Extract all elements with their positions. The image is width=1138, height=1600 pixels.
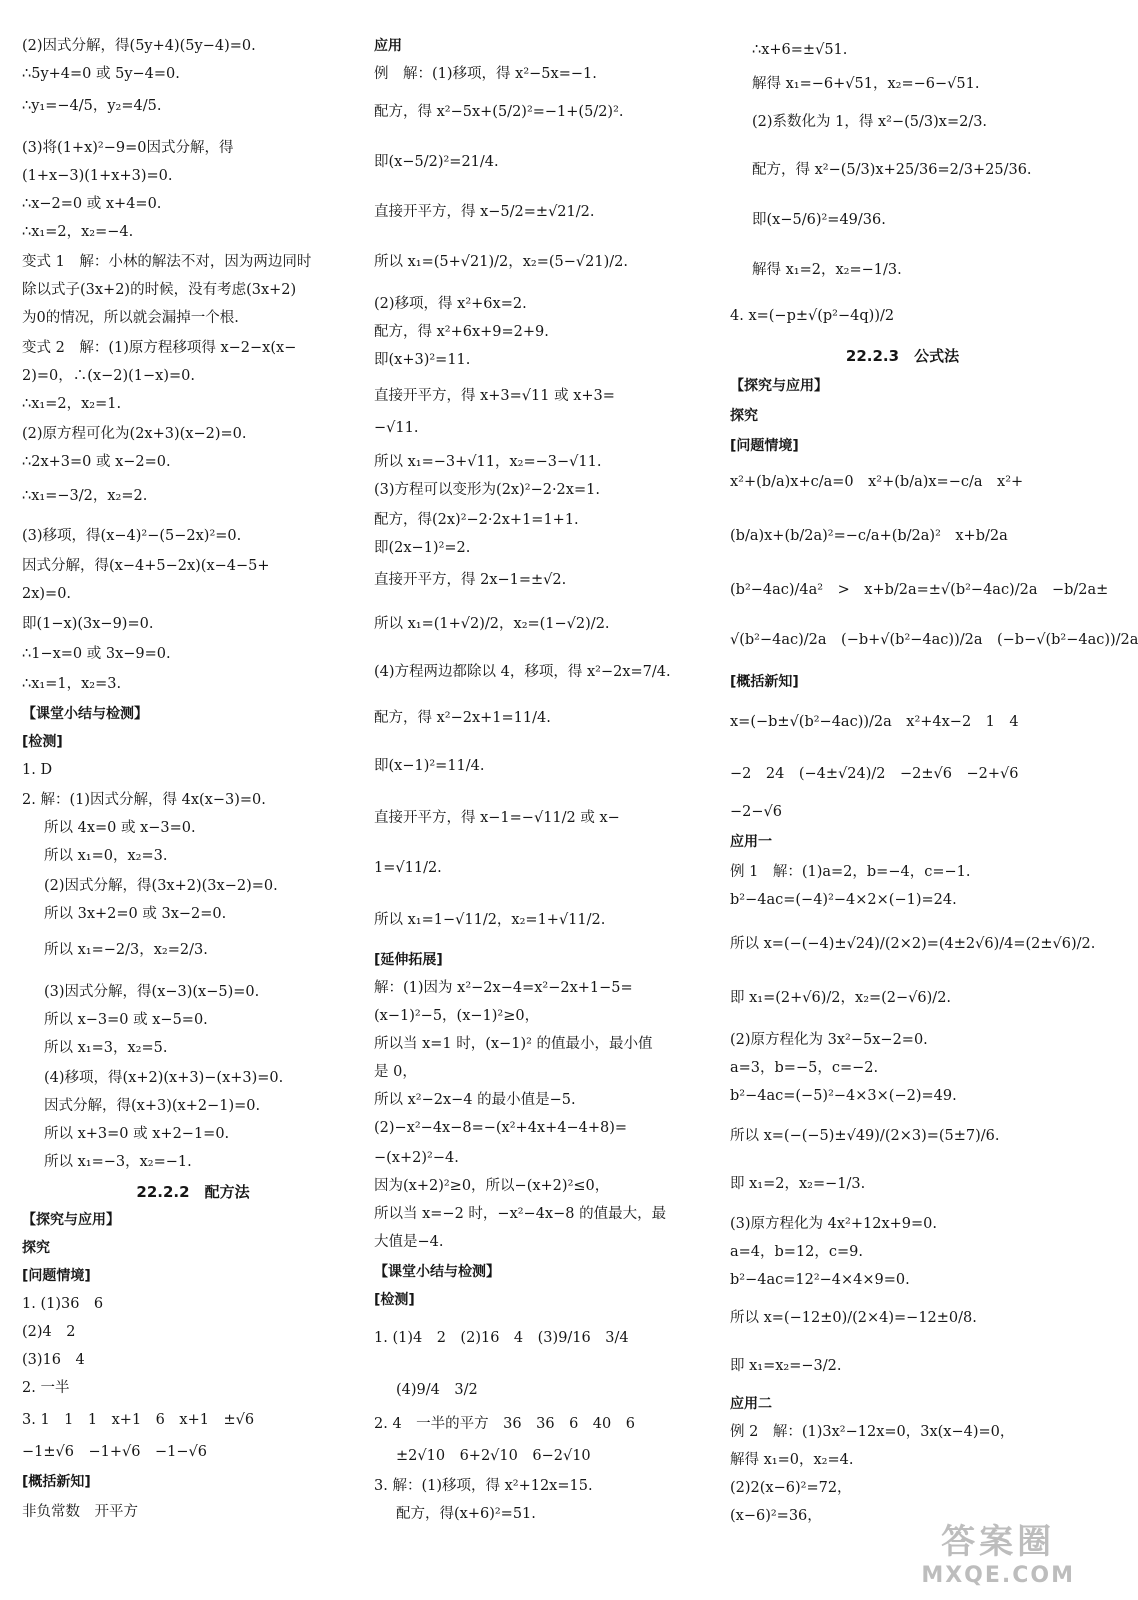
section-heading: [概括新知] (730, 674, 799, 690)
text-line: 例 2 解：(1)3x²−12x=0，3x(x−4)=0， (730, 1424, 1015, 1440)
text-line: 即(x+3)²=11. (374, 352, 471, 368)
text-line: 所以 x=(−12±0)/(2×4)=−12±0/8. (730, 1310, 977, 1326)
section-heading: 应用二 (730, 1396, 772, 1412)
text-line: 解得 x₁=0，x₂=4. (730, 1452, 854, 1468)
text-line: ∴5y+4=0 或 5y−4=0. (22, 66, 180, 82)
text-line: 因式分解，得(x−4+5−2x)(x−4−5+ (22, 558, 270, 574)
text-line: 解：(1)因为 x²−2x−4=x²−2x+1−5= (374, 980, 633, 996)
text-line: 即(2x−1)²=2. (374, 540, 471, 556)
section-heading: 【探究与应用】 (22, 1212, 120, 1228)
text-line: 配方，得(2x)²−2·2x+1=1+1. (374, 512, 579, 528)
text-line: ∴x₁=2，x₂=1. (22, 396, 122, 412)
text-line: ∴x+6=±√51. (752, 42, 848, 58)
text-line: 解得 x₁=2，x₂=−1/3. (752, 262, 902, 278)
text-line: 因式分解，得(x+3)(x+2−1)=0. (44, 1098, 261, 1114)
text-line: (4)9/4 3/2 (396, 1382, 478, 1398)
text-line: ∴x₁=1，x₂=3. (22, 676, 122, 692)
text-line: 变式 2 解：(1)原方程移项得 x−2−x(x− (22, 340, 297, 356)
section-heading: 探究 (730, 408, 758, 424)
text-line: (2)系数化为 1，得 x²−(5/3)x=2/3. (752, 114, 988, 130)
text-line: 所以 x₁=1−√11/2，x₂=1+√11/2. (374, 912, 606, 928)
section-title: 22.2.3 公式法 (845, 347, 960, 365)
text-line: b²−4ac=(−5)²−4×3×(−2)=49. (730, 1088, 957, 1104)
text-line: −2−√6 (730, 804, 782, 820)
text-line: −√11. (374, 420, 419, 436)
section-heading: [问题情境] (22, 1268, 91, 1284)
text-line: (x−6)²=36， (730, 1508, 822, 1524)
text-line: 4. x=(−p±√(p²−4q))/2 (730, 308, 895, 324)
watermark-site: MXQE.COM (921, 1563, 1075, 1588)
section-heading: [检测] (22, 734, 63, 750)
text-line: 配方，得 x²−2x+1=11/4. (374, 710, 551, 726)
text-line: 1. D (22, 762, 53, 778)
text-line: 即(x−1)²=11/4. (374, 758, 485, 774)
text-line: 直接开平方，得 x+3=√11 或 x+3= (374, 388, 615, 404)
section-heading: 应用一 (730, 834, 772, 850)
text-line: 即 x₁=x₂=−3/2. (730, 1358, 842, 1374)
text-line: a=4，b=12，c=9. (730, 1244, 864, 1260)
text-line: −2 24 (−4±√24)/2 −2±√6 −2+√6 (730, 766, 1019, 782)
text-line: (3)原方程化为 4x²+12x+9=0. (730, 1216, 937, 1232)
section-heading: 应用 (374, 38, 402, 54)
text-line: ∴x₁=2，x₂=−4. (22, 224, 134, 240)
text-line: 2. 4 一半的平方 36 36 6 40 6 (374, 1416, 635, 1432)
text-line: 所以 x−3=0 或 x−5=0. (44, 1012, 208, 1028)
text-line: ∴1−x=0 或 3x−9=0. (22, 646, 171, 662)
text-line: (2)2(x−6)²=72， (730, 1480, 852, 1496)
text-line: 3. 解：(1)移项，得 x²+12x=15. (374, 1478, 593, 1494)
text-line: 3. 1 1 1 x+1 6 x+1 ±√6 (22, 1412, 255, 1428)
text-line: ∴x−2=0 或 x+4=0. (22, 196, 162, 212)
text-line: 配方，得 x²−5x+(5/2)²=−1+(5/2)². (374, 104, 624, 120)
text-line: 所以 x₁=−2/3，x₂=2/3. (44, 942, 208, 958)
text-line: (2)因式分解，得(5y+4)(5y−4)=0. (22, 38, 256, 54)
text-line: 解得 x₁=−6+√51，x₂=−6−√51. (752, 76, 980, 92)
text-line: 所以 x₁=−3+√11，x₂=−3−√11. (374, 454, 602, 470)
text-line: 即(x−5/2)²=21/4. (374, 154, 499, 170)
text-line: x=(−b±√(b²−4ac))/2a x²+4x−2 1 4 (730, 714, 1019, 730)
text-line: 所以 x₁=0，x₂=3. (44, 848, 168, 864)
text-line: (3)因式分解，得(x−3)(x−5)=0. (44, 984, 260, 1000)
section-heading: 【探究与应用】 (730, 378, 828, 394)
text-line: 所以 x₁=(5+√21)/2，x₂=(5−√21)/2. (374, 254, 628, 270)
text-line: (4)方程两边都除以 4，移项，得 x²−2x=7/4. (374, 664, 671, 680)
text-line: 1=√11/2. (374, 860, 442, 876)
text-line: b²−4ac=12²−4×4×9=0. (730, 1272, 910, 1288)
text-line: 例 1 解：(1)a=2，b=−4，c=−1. (730, 864, 971, 880)
text-line: 所以 x+3=0 或 x+2−1=0. (44, 1126, 230, 1142)
text-line: (2)因式分解，得(3x+2)(3x−2)=0. (44, 878, 278, 894)
text-line: −1±√6 −1+√6 −1−√6 (22, 1444, 207, 1460)
text-line: (3)将(1+x)²−9=0因式分解，得 (22, 140, 234, 156)
text-line: 所以 x=(−(−4)±√24)/(2×2)=(4±2√6)/4=(2±√6)/2. (730, 936, 1096, 952)
text-line: ∴x₁=−3/2，x₂=2. (22, 488, 148, 504)
text-line: ±2√10 6+2√10 6−2√10 (396, 1448, 591, 1464)
watermark-logo (921, 1514, 1075, 1588)
watermark-text: 答案圈 (941, 1522, 1056, 1562)
text-line: 直接开平方，得 2x−1=±√2. (374, 572, 567, 588)
text-line: 2)=0，∴(x−2)(1−x)=0. (22, 368, 195, 384)
text-line: 所以当 x=1 时，(x−1)² 的值最小，最小值 (374, 1036, 653, 1052)
text-line: −(x+2)²−4. (374, 1150, 459, 1166)
text-line: (2)移项，得 x²+6x=2. (374, 296, 527, 312)
text-line: 配方，得 x²+6x+9=2+9. (374, 324, 549, 340)
text-line: 所以 x₁=−3，x₂=−1. (44, 1154, 192, 1170)
section-heading: [延伸拓展] (374, 952, 443, 968)
text-line: 所以 x₁=3，x₂=5. (44, 1040, 168, 1056)
text-line: 即(1−x)(3x−9)=0. (22, 616, 154, 632)
text-line: b²−4ac=(−4)²−4×2×(−1)=24. (730, 892, 957, 908)
text-line: 2x)=0. (22, 586, 72, 602)
text-line: 非负常数 开平方 (22, 1504, 138, 1520)
text-line: (3)16 4 (22, 1352, 85, 1368)
text-line: 例 解：(1)移项，得 x²−5x=−1. (374, 66, 597, 82)
text-line: ∴y₁=−4/5，y₂=4/5. (22, 98, 162, 114)
section-heading: 【课堂小结与检测】 (374, 1264, 500, 1280)
text-line: ∴2x+3=0 或 x−2=0. (22, 454, 171, 470)
section-title: 22.2.2 配方法 (136, 1183, 250, 1201)
middle-column (374, 0, 714, 1600)
text-line: 所以 x=(−(−5)±√49)/(2×3)=(5±7)/6. (730, 1128, 1000, 1144)
text-line: (b²−4ac)/4a² > x+b/2a=±√(b²−4ac)/2a −b/2a± (730, 582, 1109, 598)
text-line: (3)移项，得(x−4)²−(5−2x)²=0. (22, 528, 242, 544)
text-line: 配方，得 x²−(5/3)x+25/36=2/3+25/36. (752, 162, 1032, 178)
text-line: (3)方程可以变形为(2x)²−2·2x=1. (374, 482, 600, 498)
section-heading: [概括新知] (22, 1474, 91, 1490)
right-column (730, 0, 1138, 1600)
text-line: 2. 一半 (22, 1380, 70, 1396)
text-line: a=3，b=−5，c=−2. (730, 1060, 879, 1076)
text-line: 即 x₁=(2+√6)/2，x₂=(2−√6)/2. (730, 990, 952, 1006)
text-line: 1. (1)36 6 (22, 1296, 104, 1312)
text-line: (4)移项，得(x+2)(x+3)−(x+3)=0. (44, 1070, 284, 1086)
text-line: 1. (1)4 2 (2)16 4 (3)9/16 3/4 (374, 1330, 629, 1346)
section-heading: 探究 (22, 1240, 50, 1256)
text-line: 因为(x+2)²≥0，所以−(x+2)²≤0， (374, 1178, 610, 1194)
text-line: (2)原方程可化为(2x+3)(x−2)=0. (22, 426, 247, 442)
text-line: (x−1)²−5，(x−1)²≥0， (374, 1008, 540, 1024)
text-line: 为0的情况，所以就会漏掉一个根. (22, 310, 239, 326)
text-line: √(b²−4ac)/2a (−b+√(b²−4ac))/2a (−b−√(b²−4ac))/2a (730, 632, 1138, 648)
text-line: 即 x₁=2，x₂=−1/3. (730, 1176, 866, 1192)
text-line: (2)−x²−4x−8=−(x²+4x+4−4+8)= (374, 1120, 628, 1136)
section-heading: [检测] (374, 1292, 415, 1308)
text-line: 直接开平方，得 x−1=−√11/2 或 x− (374, 810, 620, 826)
text-line: 除以式子(3x+2)的时候，没有考虑(3x+2) (22, 282, 297, 298)
text-line: 即(x−5/6)²=49/36. (752, 212, 886, 228)
text-line: 所以 x²−2x−4 的最小值是−5. (374, 1092, 576, 1108)
text-line: x²+(b/a)x+c/a=0 x²+(b/a)x=−c/a x²+ (730, 474, 1024, 490)
text-line: 大值是−4. (374, 1234, 444, 1250)
text-line: 所以 x₁=(1+√2)/2，x₂=(1−√2)/2. (374, 616, 610, 632)
section-heading: 【课堂小结与检测】 (22, 706, 148, 722)
text-line: 2. 解：(1)因式分解，得 4x(x−3)=0. (22, 792, 266, 808)
text-line: 所以 3x+2=0 或 3x−2=0. (44, 906, 227, 922)
section-heading: [问题情境] (730, 438, 799, 454)
text-line: 直接开平方，得 x−5/2=±√21/2. (374, 204, 595, 220)
text-line: 所以当 x=−2 时，−x²−4x−8 的值最大，最 (374, 1206, 667, 1222)
text-line: 是 0， (374, 1064, 417, 1080)
text-line: 配方，得(x+6)²=51. (396, 1506, 536, 1522)
text-line: 变式 1 解：小林的解法不对，因为两边同时 (22, 254, 312, 270)
text-line: 所以 4x=0 或 x−3=0. (44, 820, 196, 836)
left-column (22, 0, 364, 1600)
text-line: (b/a)x+(b/2a)²=−c/a+(b/2a)² x+b/2a (730, 528, 1008, 544)
text-line: (2)原方程化为 3x²−5x−2=0. (730, 1032, 928, 1048)
text-line: (1+x−3)(1+x+3)=0. (22, 168, 173, 184)
text-line: (2)4 2 (22, 1324, 76, 1340)
